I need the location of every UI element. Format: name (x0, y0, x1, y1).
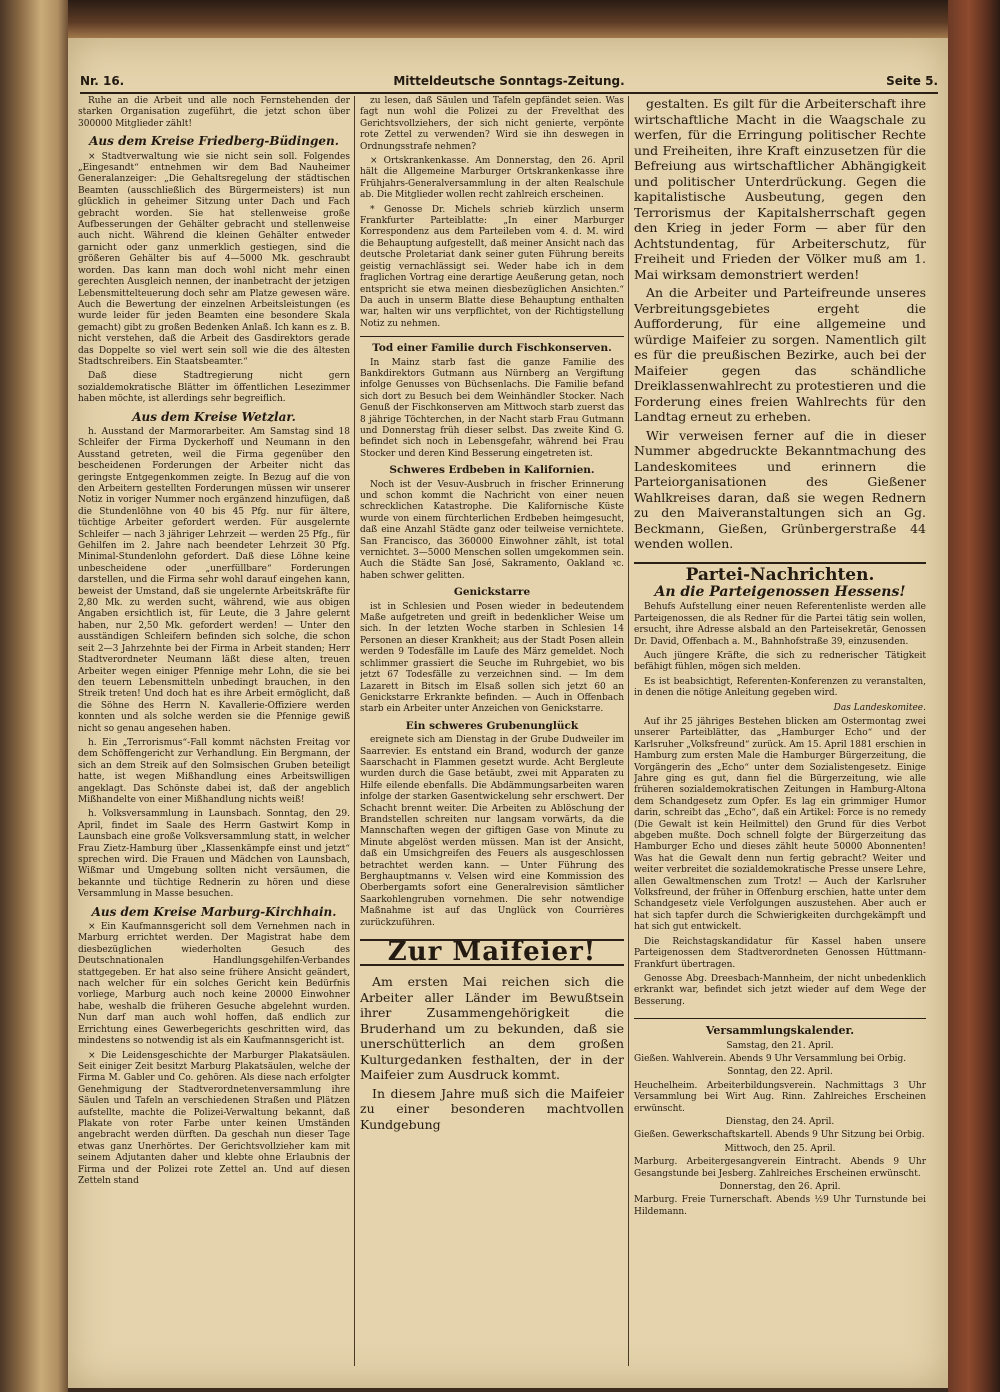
book-top-edge (68, 0, 948, 38)
maifeier-title: Zur Maifeier! (360, 939, 624, 966)
page-number: Seite 5. (886, 74, 938, 88)
article-paragraph: × Die Leidensgeschichte der Marburger Plakatsäulen. Seit einiger Zeit besitzt Marburg Plakatsäulen, welche der Firma M. Gabler und Co. gehören. Als diese nach erfolgter Genehmigung der Stadtverordnetenversammlung ihre Säulen und Tafeln an verschiedenen Straßen und Plätzen aufstellte, machte die Polizei-Verwaltung bekannt, daß Plakate von roter Farbe unter keinen Umständen angebracht werden dürften. Da geschah nun dieser Tage etwas ganz Unerhörtes. Der Gerichtsvollzieher kam mit seinem Adjutanten daher und klebte ohne Erlaubnis der Firma und der Polizei rote Zettel an. Und auf diesen Zetteln stand (78, 1050, 350, 1186)
kalender-day: Donnerstag, den 26. April. (719, 1182, 841, 1192)
versammlungskalender (634, 1041, 926, 1219)
article-paragraph: Ruhe an die Arbeit und alle noch Fernstehenden der starken Organisation zugeführt, die jetzt schon über 300000 Mitglieder zählt! (78, 96, 350, 129)
article-paragraph: zu lesen, daß Säulen und Tafeln gepfändet seien. Was fagt nun wohl die Polizei zu der Frevelthat des Gerichtsvollziehers, der sich nicht genierte, verpönte rote Zettel zu verwenden? Wird sie ihn deswegen in Ordnungsstrafe nehmen? (360, 96, 624, 152)
article-paragraph: × Ortskrankenkasse. Am Donnerstag, den 26. April hält die Allgemeine Marburger Ortskrankenkasse ihre Frühjahrs-Generalversammlung in der alten Realschule ab. Die Mitglieder wollen recht zahlreich erscheinen. (360, 156, 624, 201)
article-paragraph: In Mainz starb fast die ganze Familie des Bankdirektors Gutmann aus Nürnberg an Vergiftung infolge Genusses von Büchsenlachs. Die Familie befand sich dort zu Besuch bei dem Weinhändler Stocker. Nach Genuß der Fischkonserven am Mittwoch starb zuerst das 8 jährige Töchterchen, in der Nacht starb Frau Gutmann und Donnerstag früh dieser selbst. Das zweite Kind G. befindet sich noch in Lebensgefahr, während bei Frau Stocker und deren Kind Besserung eingetreten ist. (360, 357, 624, 459)
article-paragraph: Es ist beabsichtigt, Referenten-Konferenzen zu veranstalten, in denen die nötige Anleitung gegeben wird. (634, 676, 926, 699)
column-rule (628, 96, 629, 1366)
article-paragraph: × Ein Kaufmannsgericht soll dem Vernehmen nach in Marburg errichtet werden. Der Magistrat habe dem diesbezüglichen wiederholten Gesuch des Deutschnationalen Handlungsgehilfen-Verbandes stattgegeben. Er hat also seine frühere Ansicht geändert, nach welcher für ein solches Gericht kein Bedürfnis vorliege, Marburg auch noch keine 20000 Einwohner habe, weshalb die früheren Gesuche abgelehnt wurden. Nun darf man auch wohl hoffen, daß endlich zur Errichtung eines Gewerbegerichts geschritten wird, das mindestens so notwendig ist als ein Kaufmannsgericht ist. (78, 922, 350, 1047)
kalender-day: Dienstag, den 24. April. (725, 1116, 835, 1127)
kalender-entry: Marburg. Arbeitergesangverein Eintracht. Abends 9 Uhr Gesangstunde bei Jesberg. Zahlreiches Erscheinen erwünscht. (634, 1157, 926, 1179)
kalender-day: Samstag, den 21. April. (726, 1040, 834, 1051)
article-paragraph: An die Arbeiter und Parteifreunde unseres Verbreitungsgebietes ergeht die Aufforderung, für eine allgemeine und würdige Maifeier zu sorgen. Namentlich gilt es für die preußischen Bezirke, auch bei der Maifeier gegen das schändliche Dreiklassenwahlrecht zu protestieren und die Forderung eines freien Wahlrechts für den Landtag erneut zu erheben. (634, 285, 926, 424)
newspaper-title: Mitteldeutsche Sonntags-Zeitung. (393, 74, 625, 88)
article-paragraph: h. Ausstand der Marmorarbeiter. Am Samstag sind 18 Schleifer der Firma Dyckerhoff und Neumann in den Ausstand getreten, weil die Firma gegenüber den bescheidenen Forderungen der Arbeiter nicht das geringste Entgegenkommen zeigte. In Bezug auf die von den Arbeitern gestellten Forderungen müssen wir unserer Notiz in voriger Nummer noch ergänzend hinzufügen, daß die Stundenlöhne von 40 bis 45 Pfg. nur für ältere, tüchtige Arbeiter gefordert werden. Für ausgelernte Schleifer — nach 3 jähriger Lehrzeit — werden 25 Pfg., für Gehilfen im 2. Jahre nach beendeter Lehrzeit 30 Pfg. Minimal-Stundenlohn gefordert. Daß diese Löhne keine unbescheidene oder „unerfüllbare“ Forderungen darstellen, und die Firma sehr wohl darauf eingehen kann, beweist der Umstand, daß sie ungelernte Arbeitskräfte für 2,80 Mk. zu werden sucht, während, wie aus obigen Angaben ersichtlich ist, für Leute, die 3 Jahre gelernt haben, nur 2,50 Mk. gefordert werden! — Unter den ausständigen Schleifern befinden sich solche, die schon seit 2—3 Jahrzehnte bei der Firma in Arbeit standen; Herr Stadtverordneter Neumann läßt diese alten, treuen Arbeiter wegen einiger Pfennige mehr Lohn, die sie bei den teuern Lebensmitteln unbedingt brauchen, in den Streik treten! Und doch hat es ihre Arbeit ermöglicht, daß die Söhne des Herrn N. Kavallerie-Offiziere werden konnten und als solche werden sie die Pfennige gewiß nicht so genau angesehen haben. (78, 426, 350, 734)
column-2 (360, 96, 624, 1386)
article-paragraph: h. Ein „Terrorismus“-Fall kommt nächsten Freitag vor dem Schöffengericht zur Verhandlung. Ein Bergmann, der sich an dem Streik auf den Solmsischen Gruben beteiligt hatte, ist wegen Mißhandlung eines Arbeitswilligen angeklagt. Das Schönste dabei ist, daß der angeblich Mißhandelte von einer Mißhandlung nichts weiß! (78, 737, 350, 805)
kalender-entry: Marburg. Freie Turnerschaft. Abends ½9 Uhr Turnstunde bei Hildemann. (634, 1195, 926, 1217)
newspaper-page (68, 38, 948, 1388)
section-heading: Aus dem Kreise Friedberg-Büdingen. (89, 134, 339, 149)
article-paragraph: × Stadtverwaltung wie sie nicht sein soll. Folgendes „Eingesandt“ entnehmen wir dem Bad Nauheimer Generalanzeiger: „Die Gehaltsregelung der städtischen Beamten (ausschließlich des Bürgermeisters) ist nun glücklich in geheimer Sitzung unter Dach und Fach gebracht worden. Sie hat stellenweise große Aufbesserungen der Gehälter gebracht und stellenweise auch nicht. Während die kleinen Gehälter entweder garnicht oder ganz unmerklich gestiegen, sind die größeren Gehälter bis auf 4—5000 Mk. geschraubt worden. Das kann man doch wohl nicht mehr einen gerechten Ausgleich nennen, der inanbetracht der jetzigen Lebensmittelteuerung doch sehr am Platze gewesen wäre. Auch die Bewertung der einzelnen Arbeitsleistungen (es wurde leider für jeden Beamten eine besondere Skala gemacht) gibt zu großen Bedenken Anlaß. Ich kann es z. B. nicht verstehen, daß die Arbeit des Gasdirektors gerade das Doppelte so viel wert sein soll wie die des ältesten Stadtschreibers. Ein Staatsbeamter.“ (78, 151, 350, 367)
book-binding-left (0, 0, 68, 1392)
article-paragraph: Die Reichstagskandidatur für Kassel haben unsere Parteigenossen dem Stadtverordneten Genossen Hüttmann-Frankfurt übertragen. (634, 936, 926, 970)
divider (360, 336, 624, 337)
article-paragraph: ereignete sich am Dienstag in der Grube Dudweiler im Saarrevier. Es entstand ein Brand, wodurch der ganze Saarschacht in Flammen gesetzt wurde. Acht Bergleute wurden durch die Gase betäubt, zwei mit Apparaten zu Hilfe eilende ebenfalls. Die Abdämmungsarbeiten waren infolge der starken Gasentwickelung sehr erschwert. Der Schacht brennt weiter. Die Arbeiten zu Ablöschung der Brandstellen schreiten nur langsam vorwärts, da die Mannschaften wegen der giftigen Gase von Minute zu Minute abgelöst werden müssen. Man ist der Ansicht, daß ein Umsichgreifen des Feuers als ausgeschlossen betrachtet werden kann. — Unter Führung des Berghauptmanns v. Velsen wird eine Kommission des Oberbergamts sofort eine Generalrevision sämtlicher Saarkohlengruben vornehmen. Die sehr notwendige Maßnahme ist auf das Unglück von Courrières zurückzuführen. (360, 735, 624, 928)
kalender-entry: Gießen. Gewerkschaftskartell. Abends 9 Uhr Sitzung bei Orbig. (634, 1130, 925, 1141)
article-paragraph: Noch ist der Vesuv-Ausbruch in frischer Erinnerung und schon kommt die Nachricht von einer neuen schrecklichen Katastrophe. Die Kalifornische Küste wurde von einem fürchterlichen Erdbeben heimgesucht, daß eine Anzahl Städte ganz oder teilweise vernichtete. San Francisco, das 360000 Einwohner zählt, ist total vernichtet. 3—5000 Menschen sollen umgekommen sein. Auch die Städte San José, Sakramento, Oakland ꝛc. haben schwer gelitten. (360, 479, 624, 581)
article-heading: Schweres Erdbeben in Kalifornien. (389, 464, 595, 477)
article-heading: Ein schweres Grubenunglück (405, 719, 579, 732)
article-paragraph: In diesem Jahre muß sich die Maifeier zu einer besonderen machtvollen Kundgebung (360, 1085, 624, 1132)
article-paragraph: h. Volksversammlung in Launsbach. Sonntag, den 29. April, findet im Saale des Herrn Gastwirt Komp in Launsbach eine große Volksversammlung statt, in welcher Frau Zietz-Hamburg über „Klassenkämpfe einst und jetzt“ sprechen wird. Die Frauen und Mädchen von Launsbach, Wißmar und Umgebung sollten nicht versäumen, die bekannte und tüchtige Rednerin zu hören und diese Versammlung in Masse besuchen. (78, 809, 350, 900)
article-heading: Tod einer Familie durch Fischkonserven. (372, 342, 612, 355)
section-heading: Aus dem Kreise Marburg-Kirchhain. (91, 904, 337, 919)
article-paragraph: Auch jüngere Kräfte, die sich zu rednerischer Tätigkeit befähigt fühlen, mögen sich melden. (634, 650, 926, 673)
article-paragraph: Genosse Abg. Dreesbach-Mannheim, der nicht unbedenklich erkrankt war, befindet sich jetzt wieder auf dem Wege der Besserung. (634, 973, 926, 1007)
article-paragraph: Daß diese Stadtregierung nicht gern sozialdemokratische Blätter im öffentlichen Lesezimmer haben möchte, ist allerdings sehr begreiflich. (78, 371, 350, 405)
page-header (80, 74, 938, 94)
maifeier-continuation (634, 96, 926, 552)
issue-number: Nr. 16. (80, 74, 125, 88)
kalender-entry: Heuchelheim. Arbeiterbildungsverein. Nachmittags 3 Uhr Versammlung bei Wirt Aug. Rinn. Zahlreiches Erscheinen erwünscht. (634, 1080, 926, 1114)
section-heading: Aus dem Kreise Wetzlar. (132, 409, 296, 424)
column-1 (78, 96, 350, 1386)
article-paragraph: gestalten. Es gilt für die Arbeiterschaft ihre wirtschaftliche Macht in die Waagschale zu werfen, für die Erringung politischer Rechte und Freiheiten, ihre Kraft einzusetzen für die Befreiung aus wirtschaftlicher Abhängigkeit und politischer Unterdrückung. Gegen die kapitalistische Ausbeutung, gegen den Terrorismus der Kapitalsherrschaft gegen den Krieg in jeder Form — aber für den Achtstundentag, für Arbeiterschutz, für Freiheit und Frieden der Völker muß am 1. Mai wirksam demonstriert werden! (634, 96, 926, 282)
partei-nachrichten-title: Partei-Nachrichten. (634, 562, 926, 581)
kalender-title: Versammlungskalender. (634, 1018, 926, 1036)
column-3 (634, 96, 926, 1386)
column-rule (354, 96, 355, 1366)
kalender-day: Sonntag, den 22. April. (727, 1067, 833, 1078)
signature: Das Landeskomitee. (833, 702, 926, 713)
kalender-day: Mittwoch, den 25. April. (724, 1143, 836, 1154)
partei-subtitle: An die Parteigenossen Hessens! (654, 583, 906, 600)
article-paragraph: Behufs Aufstellung einer neuen Referentenliste werden alle Parteigenossen, die als Redner für die Partei tätig sein wollen, ersucht, ihre Adresse alsbald an den Parteisekretär, Genossen Dr. David, Offenbach a. M., Bahnhofstraße 39, einzusenden. (634, 602, 926, 647)
article-paragraph: Am ersten Mai reichen sich die Arbeiter aller Länder im Bewußtsein ihrer Zusammengehörigkeit die Bruderhand um zu bekunden, daß sie unerschütterlich an dem großen Kulturgedanken festhalten, der in der Maifeier zum Ausdruck kommt. (360, 974, 624, 1083)
article-paragraph: Auf ihr 25 jähriges Bestehen blicken am Ostermontag zwei unserer Parteiblätter, das „Hamburger Echo“ und der Karlsruher „Volksfreund“ zurück. Am 15. April 1881 erschien in Hamburg zum ersten Male die Hamburger Bürgerzeitung, die Vorgängerin des „Echo“ unter dem Sozialistengesetz. Einige Jahre ging es gut, dann fiel die Bürgerzeitung, wie alle früheren sozialdemokratischen Zeitungen in Hamburg-Altona dem Schandgesetz zum Opfer. Es lag ein grimmiger Humor darin, schreibt das „Echo“, daß ein Artikel: Force is no remedy (Die Gewalt ist kein Heilmittel) den Grund für dies Verbot abgeben mußte. Doch schnell folgte der Bürgerzeitung das Hamburger Echo und dieses zählt heute 50000 Abonnenten! Was hat die Gewalt denn nun fertig gebracht? Weiter und weiter verbreitet die sozialdemokratische Presse unsere Lehre, allen Gewaltmenschen zum Trotz! — Auch der Karlsruher Volksfreund, der früher in Offenburg erschien, hatte unter dem Schandgesetz viele Verfolgungen auszustehen. Aber auch er hat sich tapfer durch die Schwierigkeiten durchgekämpft und hat sich gut entwickelt. (634, 716, 926, 933)
maifeier-body (360, 974, 624, 1132)
kalender-entry: Gießen. Wahlverein. Abends 9 Uhr Versammlung bei Orbig. (634, 1053, 907, 1064)
book-binding-right (948, 0, 1000, 1392)
article-paragraph: * Genosse Dr. Michels schrieb kürzlich unserm Frankfurter Parteiblatte: „In einer Marburger Korrespondenz aus dem Parteileben vom 4. d. M. wird die Behauptung aufgestellt, daß meiner Ansicht nach das deutsche Proletariat dank seiner guten Führung bereits geistig vernachlässigt sei. Weder habe ich in dem fraglichen Vortrag eine derartige Aeußerung getan, noch entspricht sie etwa meinen diesbezüglichen Ansichten.“ Da auch in unserm Blatte diese Behauptung enthalten war, halten wir uns verpflichtet, von der Richtigstellung Notiz zu nehmen. (360, 204, 624, 329)
article-heading: Genickstarre (453, 586, 531, 599)
article-paragraph: Wir verweisen ferner auf die in dieser Nummer abgedruckte Bekanntmachung des Landeskomitees und erinnern die Parteiorganisationen des Gießener Wahlkreises daran, daß sie wegen Rednern zu den Maiveranstaltungen sich an Gg. Beckmann, Gießen, Grünbergerstraße 44 wenden wollen. (634, 427, 926, 551)
article-paragraph: ist in Schlesien und Posen wieder in bedeutendem Maße aufgetreten und greift in bedenklicher Weise um sich. In der letzten Woche starben in Schlesien 14 Personen an dieser Krankheit; aus der Stadt Posen allein werden 9 Todesfälle im Laufe des März gemeldet. Noch schlimmer grassiert die Seuche im Ruhrgebiet, wo bis jetzt 67 Todesfälle zu verzeichnen sind. — Im dem Lazarett in Bitsch im Elsaß sollen sich jetzt 60 an Genickstarre Erkrankte befinden. — Auch in Offenbach starb ein Arbeiter unter Anzeichen von Genickstarre. (360, 601, 624, 715)
